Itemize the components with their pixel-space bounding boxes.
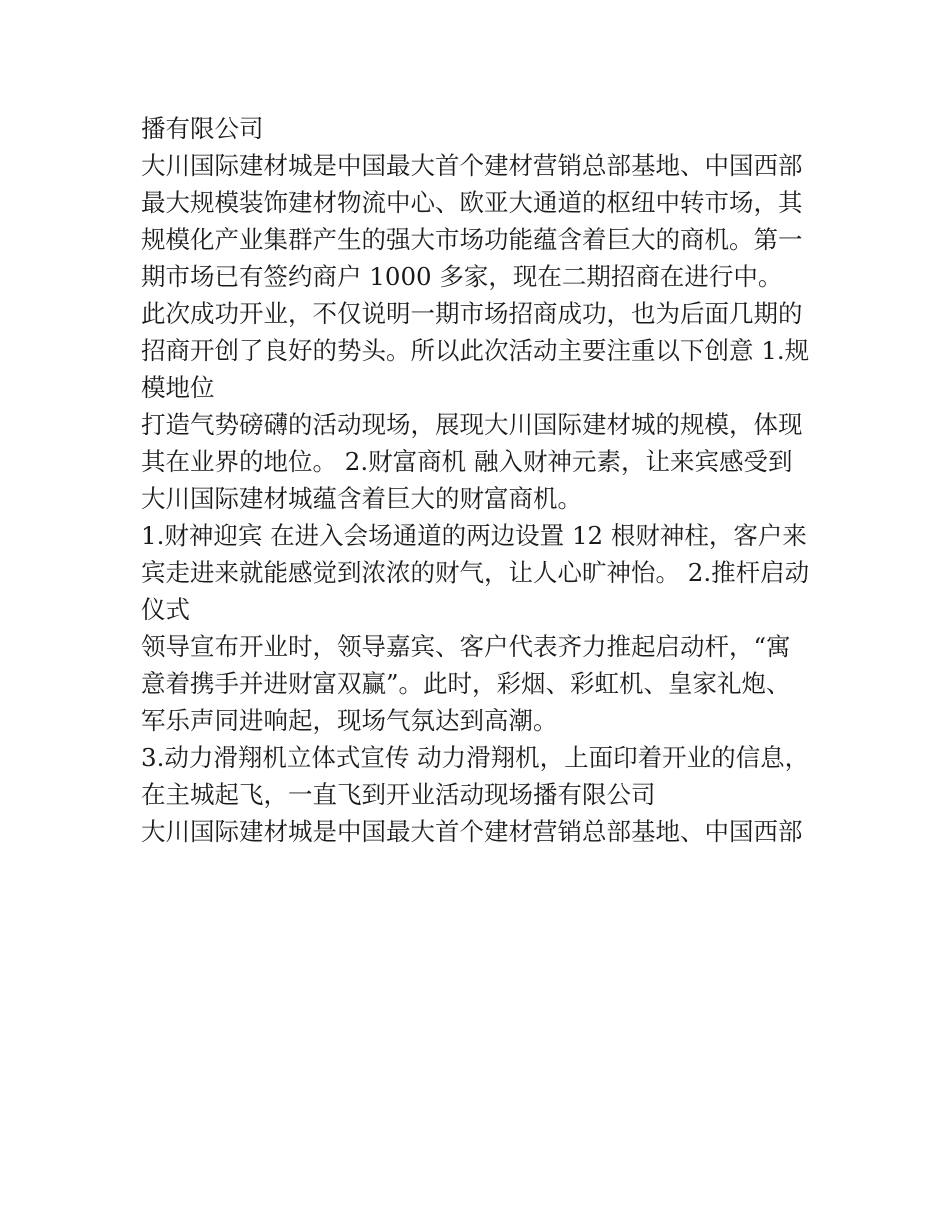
text-line: 其在业界的地位。 2.财富商机 融入财神元素，让来宾感受到 — [141, 447, 793, 476]
text-line: 宾走进来就能感觉到浓浓的财气，让人心旷神怡。 2.推杆启动 — [141, 558, 810, 587]
text-line: 3.动力滑翔机立体式宣传 动力滑翔机，上面印着开业的信息， — [141, 743, 810, 772]
text-line: 打造气势磅礴的活动现场，展现大川国际建材城的规模，体现 — [141, 410, 803, 439]
text-line: 最大规模装饰建材物流中心、欧亚大通道的枢纽中转市场，其 — [141, 188, 803, 217]
text-line: 意着携手并进财富双赢”。此时，彩烟、彩虹机、皇家礼炮、 — [141, 669, 791, 698]
text-line: 大川国际建材城蕴含着巨大的财富商机。 — [141, 484, 582, 513]
text-line: 军乐声同进响起，现场气氛达到高潮。 — [141, 706, 558, 735]
text-line: 领导宣布开业时，领导嘉宾、客户代表齐力推起启动杆，“寓 — [141, 632, 791, 661]
text-line: 此次成功开业，不仅说明一期市场招商成功，也为后面几期的 — [141, 299, 803, 328]
text-line: 大川国际建材城是中国最大首个建材营销总部基地、中国西部 — [141, 151, 803, 180]
text-line: 在主城起飞，一直飞到开业活动现场播有限公司 — [141, 780, 656, 809]
text-line: 规模化产业集群产生的强大市场功能蕴含着巨大的商机。第一 — [141, 225, 803, 254]
text-line: 模地位 — [141, 373, 215, 402]
text-line: 1.财神迎宾 在进入会场通道的两边设置 12 根财神柱，客户来 — [141, 521, 807, 550]
text-line: 大川国际建材城是中国最大首个建材营销总部基地、中国西部 — [141, 817, 803, 846]
text-line: 招商开创了良好的势头。所以此次活动主要注重以下创意 1.规 — [141, 336, 810, 365]
document-body — [141, 110, 813, 850]
text-line: 仪式 — [141, 595, 190, 624]
text-line: 期市场已有签约商户 1000 多家，现在二期招商在进行中。 — [141, 262, 783, 291]
text-line: 播有限公司 — [141, 114, 264, 143]
